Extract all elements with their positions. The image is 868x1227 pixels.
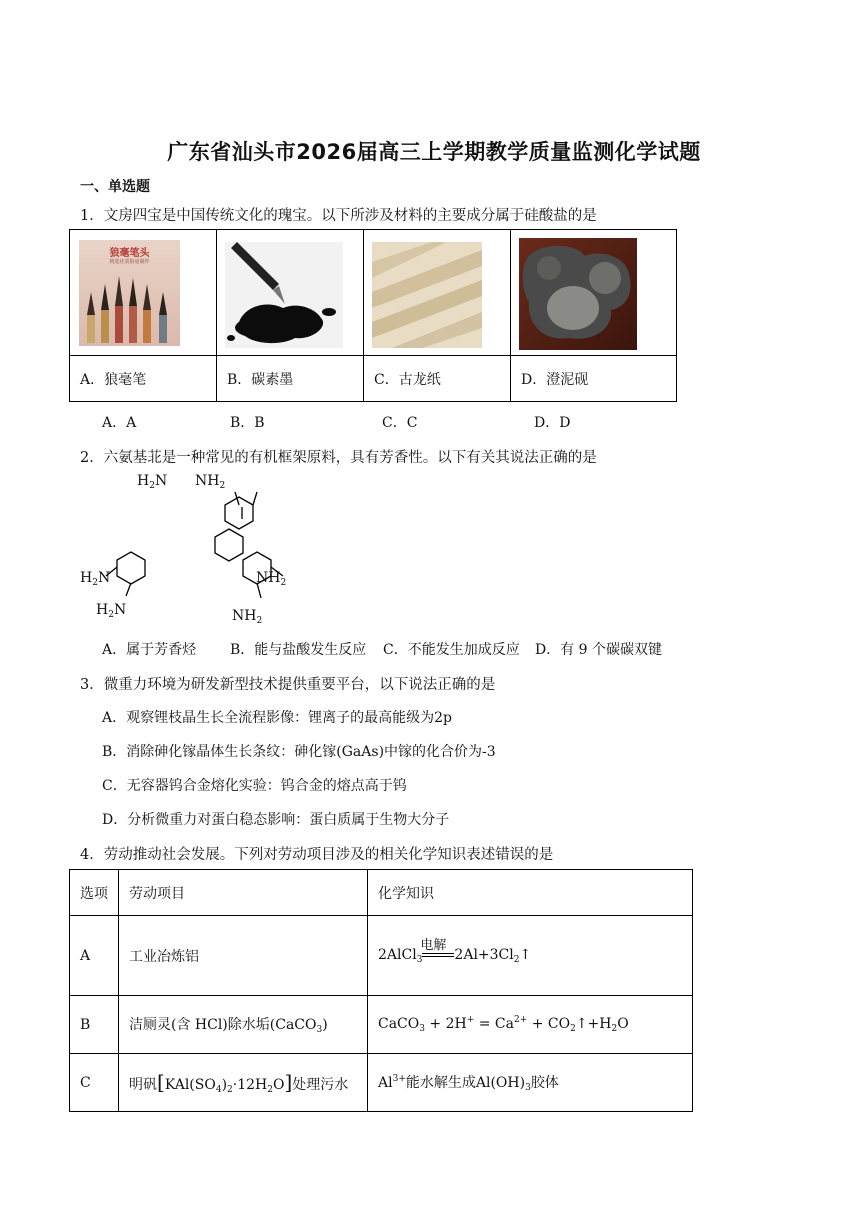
q1-option-c[interactable]: C．C — [382, 415, 418, 431]
q3-option-d[interactable]: D．分析微重力对蛋白稳态影响：蛋白质属于生物大分子 — [102, 812, 450, 828]
q1-option-b[interactable]: B．B — [230, 415, 265, 431]
paper-image — [372, 242, 482, 348]
header-option: 选项 — [70, 870, 119, 916]
nh2-label-right-lower: $NH_2$ — [232, 608, 263, 626]
question-2-stem: 2．六氨基苝是一种常见的有机框架原料，具有芳香性。以下有关其说法正确的是 — [80, 450, 597, 466]
option-cell-a: A．狼毫笔 — [70, 356, 217, 402]
row-b-project: 洁厕灵(含 HCl)除水垢(CaCO$_3$) — [119, 996, 368, 1054]
brush-image-subcaption: 精选优质狼毫制作 — [109, 259, 150, 265]
q1-option-a[interactable]: A．A — [102, 415, 137, 431]
option-cell-d: D．澄泥砚 — [511, 356, 677, 402]
image-cell-brush — [70, 230, 217, 356]
header-project: 劳动项目 — [119, 870, 368, 916]
table-row — [70, 916, 693, 996]
electrolysis-arrow — [420, 937, 454, 957]
q3-option-c[interactable]: C．无容器钨合金熔化实验：钨合金的熔点高于钨 — [102, 778, 407, 794]
row-a-knowledge: 2AlCl$_3$ 电解 $2Al+3Cl_2↑$ — [368, 916, 693, 996]
question-4-table — [69, 869, 693, 1112]
nh2-label-right-upper: $NH_2$ — [256, 570, 287, 588]
question-1-table — [69, 229, 677, 402]
electrolysis-condition: 电解 — [420, 937, 447, 953]
image-cell-paper — [364, 230, 511, 356]
row-a-project: 工业冶炼铝 — [119, 916, 368, 996]
row-b-key: B — [70, 996, 119, 1054]
nh2-label-left-upper: $H_2N$ — [80, 570, 111, 588]
q2-option-a[interactable]: A．属于芳香烃 — [102, 642, 197, 658]
page-title: 广东省汕头市2026届高三上学期教学质量监测化学试题 — [167, 140, 701, 164]
image-cell-ink — [217, 230, 364, 356]
row-c-project: 明矾$[KAl(SO_4)_2\cdot 12H_2O]$处理污水 — [119, 1054, 368, 1112]
header-knowledge: 化学知识 — [368, 870, 693, 916]
nh2-label-top-left: $H_2N$ — [137, 473, 168, 491]
ink-image — [225, 242, 343, 348]
option-cell-c: C．古龙纸 — [364, 356, 511, 402]
table-row — [70, 996, 693, 1054]
question-1-stem: 1．文房四宝是中国传统文化的瑰宝。以下所涉及材料的主要成分属于硅酸盐的是 — [80, 208, 597, 224]
inkstone-image — [519, 238, 637, 350]
brush-drawing — [79, 240, 180, 346]
nh2-label-left-lower: $H_2N$ — [96, 602, 127, 620]
section-heading: 一、单选题 — [80, 179, 150, 195]
row-c-key: C — [70, 1054, 119, 1112]
question-3-stem: 3．微重力环境为研发新型技术提供重要平台，以下说法正确的是 — [80, 677, 496, 693]
nh2-label-top-right: $NH_2$ — [195, 473, 226, 491]
option-cell-b: B．碳素墨 — [217, 356, 364, 402]
table-row — [70, 1054, 693, 1112]
q2-option-c[interactable]: C．不能发生加成反应 — [383, 642, 520, 658]
q2-option-b[interactable]: B．能与盐酸发生反应 — [230, 642, 367, 658]
ink-drawing — [225, 242, 343, 348]
paper-drawing — [372, 242, 482, 348]
q1-option-d[interactable]: D．D — [534, 415, 571, 431]
brush-image — [79, 240, 180, 346]
brush-image-caption: 狼毫笔头 — [109, 248, 150, 259]
inkstone-drawing — [519, 238, 637, 350]
row-c-knowledge: $Al^{3+}$能水解生成$Al(OH)_3$胶体 — [368, 1054, 693, 1112]
image-cell-inkstone — [511, 230, 677, 356]
q3-option-a[interactable]: A．观察锂枝晶生长全流程影像：锂离子的最高能级为2p — [102, 710, 452, 726]
row-a-key: A — [70, 916, 119, 996]
q2-option-d[interactable]: D．有 9 个碳碳双键 — [535, 642, 663, 658]
question-4-stem: 4．劳动推动社会发展。下列对劳动项目涉及的相关化学知识表述错误的是 — [80, 847, 554, 863]
q3-option-b[interactable]: B．消除砷化镓晶体生长条纹：砷化镓(GaAs)中镓的化合价为-3 — [102, 744, 496, 760]
row-b-knowledge: CaCO$_3$ + $2H^+ = Ca^{2+}$ + $CO_2↑+H_2O$ — [368, 996, 693, 1054]
